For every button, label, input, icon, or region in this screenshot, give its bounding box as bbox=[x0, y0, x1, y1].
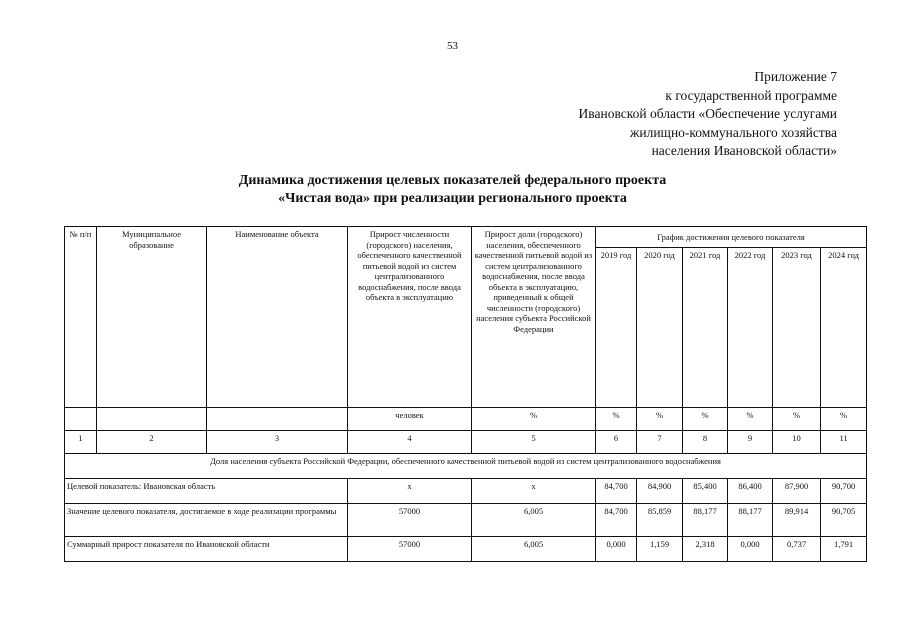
year-value-cell: 0,000 bbox=[596, 537, 637, 562]
population-growth-cell: x bbox=[348, 479, 472, 504]
year-value-cell: 84,900 bbox=[637, 479, 683, 504]
share-growth-cell: 6,005 bbox=[472, 504, 596, 537]
header-row bbox=[65, 227, 867, 248]
table-row bbox=[65, 537, 867, 562]
header-object-name: Наименование объекта bbox=[207, 227, 348, 408]
unit-cell-empty bbox=[97, 408, 207, 431]
header-municipality: Муниципальное образование bbox=[97, 227, 207, 408]
year-value-cell: 89,914 bbox=[773, 504, 821, 537]
year-value-cell: 1,791 bbox=[821, 537, 867, 562]
year-value-cell: 0,737 bbox=[773, 537, 821, 562]
header-year: 2021 год bbox=[683, 248, 728, 408]
unit-cell-empty bbox=[207, 408, 348, 431]
table-row bbox=[65, 504, 867, 537]
header-share-growth: Прирост доли (городского) населения, обеспеченного качественной питьевой водой из систем централизованного водоснабжения, после ввода объекта в эксплуатацию, приведенный к общей численности (городского) населения субъекта Российской Федерации bbox=[472, 227, 596, 408]
header-num: № п/п bbox=[65, 227, 97, 408]
indicators-table bbox=[64, 226, 867, 562]
population-growth-cell: 57000 bbox=[348, 537, 472, 562]
column-number: 2 bbox=[97, 431, 207, 454]
column-number: 4 bbox=[348, 431, 472, 454]
year-value-cell: 84,700 bbox=[596, 504, 637, 537]
row-label: Целевой показатель: Ивановская область bbox=[65, 479, 348, 504]
section-title: Доля населения субъекта Российской Федерации, обеспеченного качественной питьевой водой из систем централизованного водоснабжения bbox=[65, 454, 867, 479]
population-growth-cell: 57000 bbox=[348, 504, 472, 537]
year-value-cell: 1,159 bbox=[637, 537, 683, 562]
section-row bbox=[65, 454, 867, 479]
title-line: Динамика достижения целевых показателей федерального проекта bbox=[238, 173, 667, 188]
appendix-line: к государственной программе bbox=[665, 87, 837, 103]
year-value-cell: 88,177 bbox=[728, 504, 773, 537]
header-population-growth: Прирост численности (городского) населения, обеспеченного качественной питьевой водой из систем централизованного водоснабжения, после ввода объекта в эксплуатацию bbox=[348, 227, 472, 408]
year-value-cell: 90,700 bbox=[821, 479, 867, 504]
column-number: 11 bbox=[821, 431, 867, 454]
header-year: 2023 год bbox=[773, 248, 821, 408]
year-value-cell: 85,859 bbox=[637, 504, 683, 537]
unit-cell: % bbox=[683, 408, 728, 431]
header-year: 2022 год bbox=[728, 248, 773, 408]
share-growth-cell: x bbox=[472, 479, 596, 504]
unit-cell: % bbox=[821, 408, 867, 431]
column-number: 3 bbox=[207, 431, 348, 454]
column-number: 5 bbox=[472, 431, 596, 454]
column-number: 7 bbox=[637, 431, 683, 454]
unit-cell: человек bbox=[348, 408, 472, 431]
year-value-cell: 87,900 bbox=[773, 479, 821, 504]
appendix-caption bbox=[579, 68, 837, 161]
unit-cell: % bbox=[596, 408, 637, 431]
unit-cell: % bbox=[773, 408, 821, 431]
column-numbers-row bbox=[65, 431, 867, 454]
unit-cell: % bbox=[637, 408, 683, 431]
table-row bbox=[65, 479, 867, 504]
column-number: 6 bbox=[596, 431, 637, 454]
appendix-line: Приложение 7 bbox=[754, 69, 837, 84]
year-value-cell: 86,400 bbox=[728, 479, 773, 504]
units-row bbox=[65, 408, 867, 431]
share-growth-cell: 6,005 bbox=[472, 537, 596, 562]
column-number: 1 bbox=[65, 431, 97, 454]
document-title bbox=[0, 172, 905, 208]
row-label: Суммарный прирост показателя по Ивановской области bbox=[65, 537, 348, 562]
column-number: 9 bbox=[728, 431, 773, 454]
year-value-cell: 84,700 bbox=[596, 479, 637, 504]
unit-cell: % bbox=[728, 408, 773, 431]
unit-cell-empty bbox=[65, 408, 97, 431]
appendix-line: жилищно-коммунального хозяйства bbox=[630, 124, 837, 140]
header-year: 2019 год bbox=[596, 248, 637, 408]
year-value-cell: 88,177 bbox=[683, 504, 728, 537]
year-value-cell: 0,000 bbox=[728, 537, 773, 562]
year-value-cell: 90,705 bbox=[821, 504, 867, 537]
title-line: «Чистая вода» при реализации регионального проекта bbox=[278, 191, 627, 206]
column-number: 10 bbox=[773, 431, 821, 454]
year-value-cell: 85,400 bbox=[683, 479, 728, 504]
unit-cell: % bbox=[472, 408, 596, 431]
appendix-line: Ивановской области «Обеспечение услугами bbox=[578, 106, 837, 121]
appendix-line: населения Ивановской области» bbox=[651, 143, 837, 158]
page-number: 53 bbox=[447, 40, 458, 52]
row-label: Значение целевого показателя, достигаемое в ходе реализации программы bbox=[65, 504, 348, 537]
header-year: 2020 год bbox=[637, 248, 683, 408]
header-schedule: График достижения целевого показателя bbox=[596, 227, 867, 248]
column-number: 8 bbox=[683, 431, 728, 454]
header-year: 2024 год bbox=[821, 248, 867, 408]
year-value-cell: 2,318 bbox=[683, 537, 728, 562]
